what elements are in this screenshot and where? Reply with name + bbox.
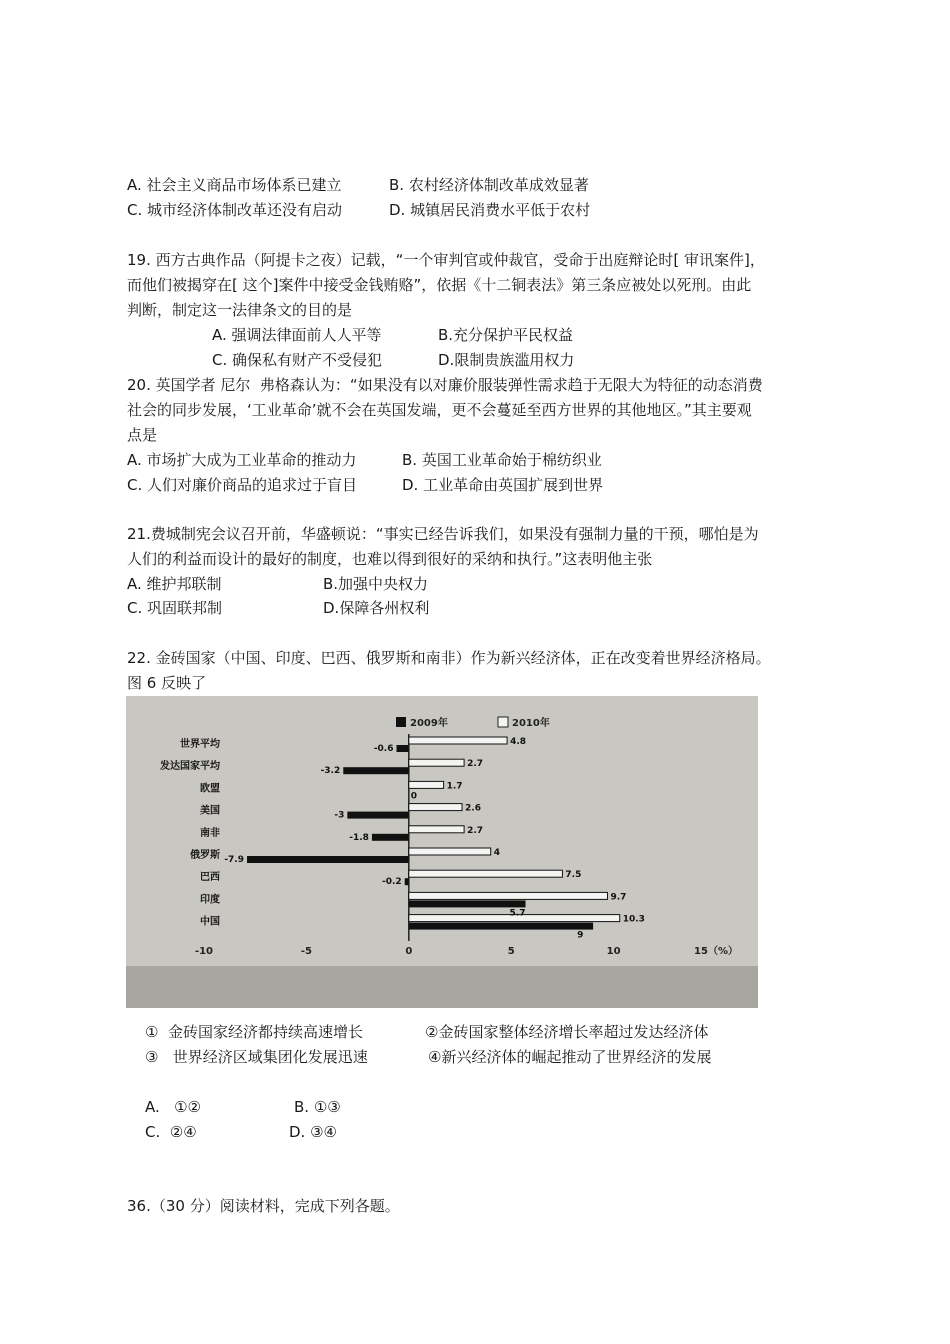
- q36-stem: 36.（30 分）阅读材料，完成下列各题。: [127, 1197, 400, 1215]
- bar-2009: [247, 856, 409, 863]
- q20-option-c: C. 人们对廉价商品的追求过于盲目: [127, 476, 358, 494]
- q18-option-a: A. 社会主义商品市场体系已建立: [127, 176, 342, 194]
- bar-2009: [343, 767, 409, 774]
- q22-stem-line2: 图 6 反映了: [127, 674, 207, 692]
- category-label: 美国: [200, 805, 220, 817]
- value-label-2009: -1.8: [349, 832, 369, 843]
- q22-statement-4: ④新兴经济体的崛起推动了世界经济的发展: [428, 1048, 712, 1066]
- q19-option-c: C. 确保私有财产不受侵犯: [212, 351, 383, 369]
- q20-option-d: D. 工业革命由英国扩展到世界: [402, 476, 604, 494]
- q22-statement-1: ① 金砖国家经济都持续高速增长: [145, 1023, 363, 1041]
- value-label-2010: 4: [493, 848, 500, 858]
- category-label: 世界平均: [180, 739, 220, 750]
- q20-stem-line2: 社会的同步发展，‘工业革命’就不会在英国发端，更不会蔓延至西方世界的其他地区。”其主要观: [127, 401, 752, 419]
- x-tick-label: 15（%）: [694, 946, 738, 957]
- q19-stem-line3: 判断，制定这一法律条文的目的是: [127, 301, 353, 319]
- q21-option-b: B.加强中央权力: [323, 575, 429, 593]
- bar-2010: [409, 892, 608, 899]
- q18-option-b: B. 农村经济体制改革成效显著: [389, 176, 589, 194]
- value-label-2009: -7.9: [224, 855, 245, 865]
- q22-option-a: A. ①②: [145, 1098, 201, 1116]
- q18-option-c: C. 城市经济体制改革还没有启动: [127, 201, 343, 219]
- q21-stem-line1: 21.费城制宪会议召开前，华盛顿说：“事实已经告诉我们，如果没有强制力量的干预，哪怕是为: [127, 525, 759, 543]
- q21-option-a: A. 维护邦联制: [127, 575, 222, 593]
- q22-statement-3: ③ 世界经济区域集团化发展迅速: [145, 1048, 368, 1066]
- category-label: 南非: [200, 827, 220, 839]
- value-label-2009: -3: [334, 810, 345, 821]
- bar-2009: [409, 923, 593, 930]
- bar-2010: [409, 759, 464, 766]
- category-label: 巴西: [200, 872, 220, 884]
- q22-statement-2: ②金砖国家整体经济增长率超过发达经济体: [425, 1023, 709, 1041]
- value-label-2010: 2.6: [465, 803, 482, 814]
- bar-2010: [409, 737, 507, 744]
- category-label: 印度: [200, 894, 220, 906]
- q19-stem-line1: 19. 西方古典作品（阿提卡之夜）记载，“一个审判官或仲裁官，受命于出庭辩论时[ 审讯案件]，: [127, 251, 765, 269]
- category-label: 俄罗斯: [190, 850, 220, 861]
- x-tick-label: -10: [194, 946, 214, 957]
- value-label-2010: 1.7: [446, 781, 463, 792]
- bar-2009: [405, 878, 409, 885]
- figure-6-chart: [126, 696, 758, 1008]
- q20-option-a: A. 市场扩大成为工业革命的推动力: [127, 451, 357, 469]
- q22-option-b: B. ①③: [294, 1098, 341, 1116]
- value-label-2010: 4.8: [510, 737, 527, 747]
- bar-2009: [372, 834, 409, 841]
- value-label-2009: 9: [577, 930, 584, 941]
- x-tick-label: 0: [405, 946, 413, 957]
- bar-2009: [397, 745, 409, 752]
- q20-option-b: B. 英国工业革命始于棉纺织业: [402, 451, 602, 469]
- value-label-2009: -0.2: [382, 877, 402, 888]
- q19-option-d: D.限制贵族滥用权力: [438, 351, 575, 369]
- bar-2010: [409, 870, 563, 877]
- x-tick-label: -5: [300, 946, 312, 957]
- bar-chart-svg: [126, 696, 758, 1008]
- q19-stem-line2: 而他们被揭穿在[ 这个]案件中接受金钱贿赂”，依据《十二铜表法》第三条应被处以死刑。由此: [127, 276, 752, 294]
- x-tick-label: 5: [507, 946, 515, 957]
- value-label-2009: 5.7: [509, 908, 526, 919]
- value-label-2010: 9.7: [610, 892, 627, 903]
- value-label-2009: -3.2: [320, 766, 341, 777]
- bar-2010: [409, 804, 462, 811]
- bar-2010: [409, 781, 444, 788]
- q19-option-a: A. 强调法律面前人人平等: [212, 326, 382, 344]
- value-label-2010: 10.3: [622, 914, 645, 925]
- value-label-2010: 2.7: [467, 759, 484, 770]
- q18-option-d: D. 城镇居民消费水平低于农村: [389, 201, 591, 219]
- value-label-2009: 0: [410, 791, 418, 802]
- bar-2010: [409, 848, 491, 855]
- q22-option-c: C. ②④: [145, 1123, 197, 1141]
- q22-stem-line1: 22. 金砖国家（中国、印度、巴西、俄罗斯和南非）作为新兴经济体，正在改变着世界经济格局。: [127, 649, 771, 667]
- value-label-2010: 2.7: [467, 825, 484, 836]
- legend-swatch-2010: [498, 717, 508, 727]
- bar-2009: [347, 812, 408, 819]
- x-tick-label: 10: [606, 946, 621, 957]
- legend-label-2010: 2010年: [512, 718, 550, 729]
- bar-2010: [409, 826, 464, 833]
- bar-2009: [409, 900, 526, 907]
- category-label: 欧盟: [200, 783, 220, 795]
- q22-option-d: D. ③④: [289, 1123, 337, 1141]
- q20-stem-line3: 点是: [127, 426, 158, 444]
- category-label: 发达国家平均: [160, 761, 220, 773]
- q21-option-d: D.保障各州权利: [323, 599, 430, 617]
- q20-stem-line1: 20. 英国学者 尼尔 弗格森认为：“如果没有以对廉价服装弹性需求趋于无限大为特征的动态消费: [127, 376, 763, 394]
- legend-swatch-2009: [396, 717, 406, 727]
- category-label: 中国: [200, 916, 220, 928]
- value-label-2009: -0.6: [373, 744, 394, 754]
- q19-option-b: B.充分保护平民权益: [438, 326, 574, 344]
- q21-option-c: C. 巩固联邦制: [127, 599, 223, 617]
- chart-caption-strip: [126, 966, 758, 1008]
- legend-label-2009: 2009年: [410, 718, 448, 729]
- q21-stem-line2: 人们的利益而设计的最好的制度，也难以得到很好的采纳和执行。”这表明他主张: [127, 550, 653, 568]
- value-label-2010: 7.5: [565, 870, 582, 881]
